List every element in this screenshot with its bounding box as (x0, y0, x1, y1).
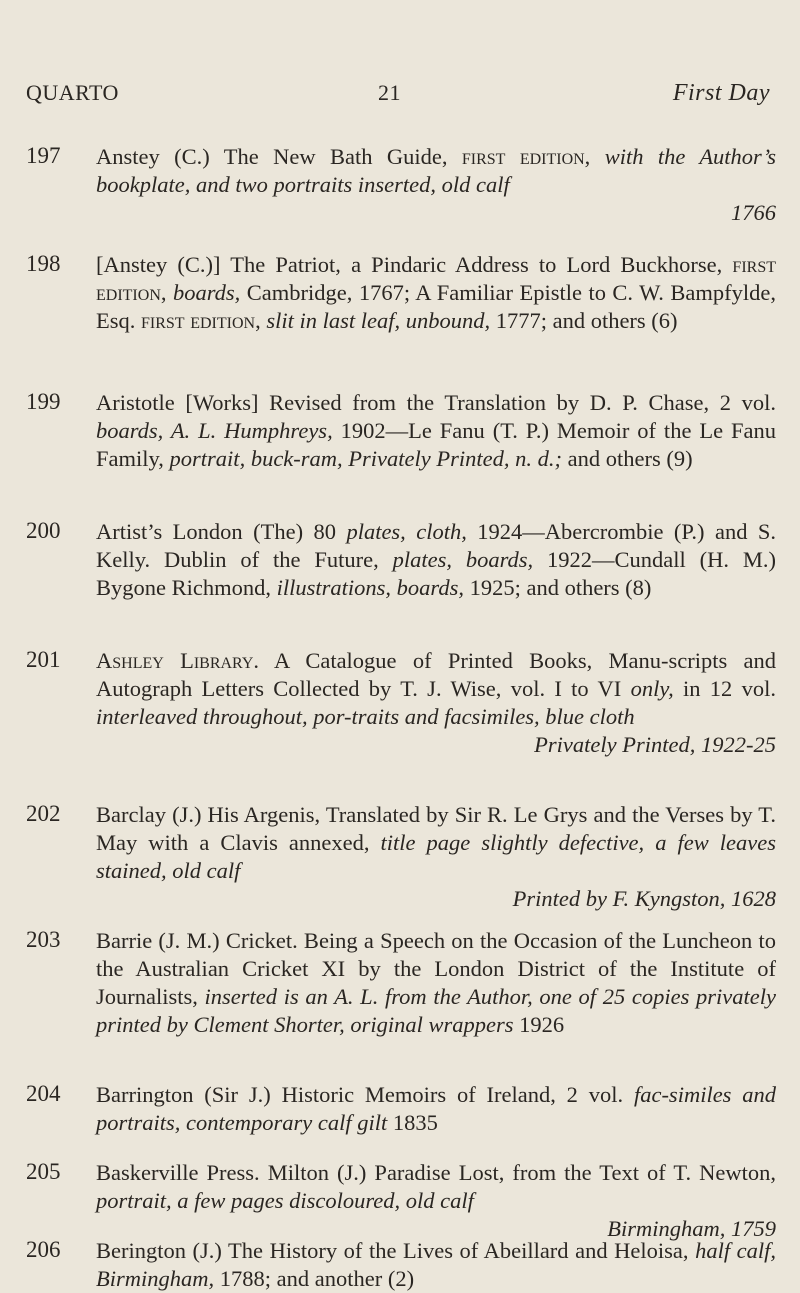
lot-number: 203 (26, 927, 61, 952)
lot-text-run: boards, (166, 280, 241, 305)
lot-number: 205 (26, 1159, 61, 1184)
lot-text-run: half calf, Birmingham, (96, 1238, 776, 1291)
lot-text-run: A Catalogue of Printed Books, Manu-scripts and Autograph Letters Collected by T. J. Wise, vol. I to VI (96, 648, 776, 701)
lot-text-run: plates, cloth, (346, 519, 467, 544)
lot-text-run: portrait, buck-ram, Privately Printed, n. d.; (169, 446, 562, 471)
lot-imprint: 1766 (731, 200, 776, 225)
lot-imprint: Birmingham, 1759 (607, 1216, 776, 1241)
lot-description (96, 927, 776, 1039)
lot-text-run: Barclay (J.) His Argenis, Translated by Sir R. Le Grys and the Verses by T. May with a Clavis annexed, (96, 802, 776, 855)
day-label: First Day (672, 80, 770, 106)
lot-number: 206 (26, 1237, 61, 1262)
lot-text-run: inserted is an A. L. from the Author, one of 25 copies privately printed by Clement Shorter, original wrappers (96, 984, 776, 1037)
lot-text-run: illustrations, boards, (276, 575, 464, 600)
lot-description (96, 389, 776, 473)
lot-number: 197 (26, 143, 61, 168)
lot-text-run: title page slightly defective, a few leaves stained, old calf (96, 830, 776, 883)
lot-text-run: 1777; and others (6) (490, 308, 678, 333)
lot-text-run: 1835 (387, 1110, 438, 1135)
lot-number: 202 (26, 801, 61, 826)
lot-number: 198 (26, 251, 61, 276)
lot-description (96, 647, 776, 759)
lot-text-run: 1924—Abercrombie (P.) and S. Kelly. Dublin of the Future, (96, 519, 777, 572)
lot-description (96, 143, 776, 227)
lot-text-run: first edition, (96, 252, 776, 305)
lot-description (96, 801, 776, 913)
lot-text-run: Cambridge, 1767; A Familiar Epistle to C. W. Bampfylde, Esq. (96, 280, 776, 333)
lot-text-run: Baskerville Press. Milton (J.) Paradise Lost, from the Text of T. Newton, (96, 1160, 776, 1185)
lot-text-run: first edition, (141, 308, 261, 333)
lot-imprint: Printed by F. Kyngston, 1628 (512, 886, 776, 911)
lot-text-run: Berington (J.) The History of the Lives of Abeillard and Heloisa, (96, 1238, 696, 1263)
lot-description (96, 1237, 776, 1293)
lot-number: 204 (26, 1081, 61, 1106)
lot-text-run: interleaved throughout, por-traits and facsimiles, blue cloth (96, 704, 635, 729)
lot-text-run: plates, boards, (392, 547, 534, 572)
lot-text-run: in 12 vol. (673, 676, 776, 701)
lot-text-run: portrait, a few pages discoloured, old calf (96, 1188, 474, 1213)
lot-text-run: slit in last leaf, unbound, (260, 308, 491, 333)
lot-number: 199 (26, 389, 61, 414)
lot-text-run: Barrington (Sir J.) Historic Memoirs of Ireland, 2 vol. (96, 1082, 634, 1107)
lot-text-run: first edition, (461, 144, 591, 169)
lot-text-run: 1926 (513, 1012, 565, 1037)
lot-number: 200 (26, 518, 61, 543)
lot-text-run: fac-similes and portraits, contemporary calf gilt (96, 1082, 777, 1135)
lot-description (96, 251, 776, 335)
lot-text-run: boards, A. L. Humphreys, (96, 418, 333, 443)
lot-text-run: Aristotle [Works] Revised from the Translation by D. P. Chase, 2 vol. (96, 390, 776, 415)
lot-text-run: [Anstey (C.)] The Patriot, a Pindaric Address to Lord Buckhorse, (96, 252, 733, 277)
lot-text-run: and others (9) (561, 446, 693, 471)
section-label: QUARTO (26, 80, 119, 105)
lot-text-run: 1925; and others (8) (463, 575, 652, 600)
lot-text-run: 1788; and another (2) (214, 1266, 415, 1291)
page-number: 21 (378, 80, 401, 105)
lot-text-run: 1902—Le Fanu (T. P.) Memoir of the Le Fanu Family, (96, 418, 776, 471)
lot-text-run: 1922—Cundall (H. M.) Bygone Richmond, (96, 547, 776, 600)
lot-text-run: Anstey (C.) The New Bath Guide, (96, 144, 462, 169)
page-header (26, 80, 770, 110)
lot-text-run: Ashley Library. (96, 648, 260, 673)
lot-text-run: Artist’s London (The) 80 (96, 519, 347, 544)
lot-text-run: with the Author’s bookplate, and two portraits inserted, old calf (96, 144, 777, 197)
lot-text-run: Barrie (J. M.) Cricket. Being a Speech on the Occasion of the Luncheon to the Australian Cricket XI by the London District of the Institute of Journalists, (96, 928, 776, 1009)
lot-text-run: only, (630, 676, 674, 701)
lot-imprint: Privately Printed, 1922-25 (534, 732, 776, 757)
lot-description (96, 518, 776, 602)
lot-description (96, 1081, 776, 1137)
lot-number: 201 (26, 647, 61, 672)
lot-description (96, 1159, 776, 1243)
